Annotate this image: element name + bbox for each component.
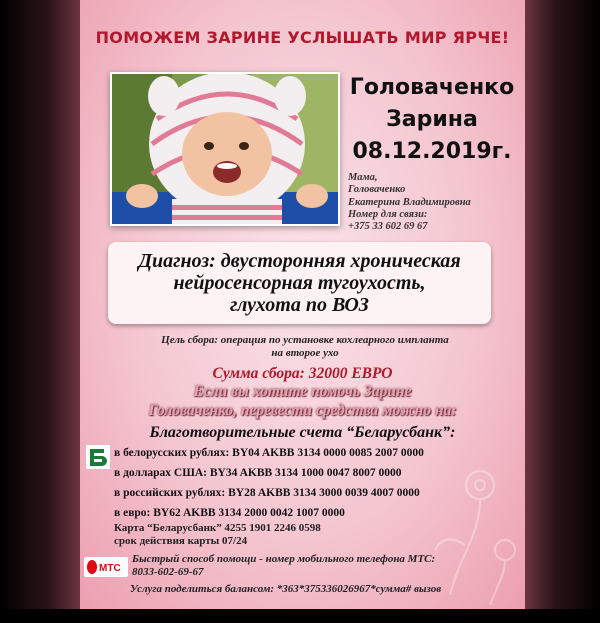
child-surname: Головаченко	[349, 75, 515, 100]
sum-text: Сумма сбора: 32000 ЕВРО	[212, 365, 393, 382]
account-byn: в белорусских рублях: BY04 AKBB 3134 0000 0085 2007 0000	[114, 447, 424, 459]
belarusbank-logo-icon	[86, 445, 110, 469]
child-first-name: Зарина	[386, 107, 478, 132]
child-birth-date: 08.12.2019г.	[352, 139, 512, 164]
left-blur-border	[0, 0, 80, 609]
mother-name: Екатерина Владимировна	[348, 196, 471, 208]
help-line-2: Головаченко, перевести средства можно на:	[148, 402, 457, 419]
right-blur-border	[525, 0, 600, 609]
help-line-1: Если вы хотите помочь Зарине	[193, 383, 412, 400]
contact-label: Номер для связи:	[348, 208, 428, 220]
mts-phone: 8033-602-69-67	[132, 566, 204, 578]
poster	[80, 0, 525, 609]
mother-contact	[348, 172, 471, 233]
mts-balance-share: Услуга поделиться балансом: *363*375336026967*сумма# вызов	[130, 583, 442, 595]
mts-logo-text: МТС	[99, 563, 121, 574]
diagnosis-line-2: нейросенсорная тугоухость,	[173, 272, 426, 294]
account-usd: в долларах США: BY34 AKBB 3134 1000 0047 8007 0000	[114, 467, 402, 479]
diagnosis-line-3: глухота по ВОЗ	[230, 294, 369, 316]
diagnosis-box	[108, 242, 491, 324]
diagnosis-line-1: Диагноз: двусторонняя хроническая	[138, 250, 461, 272]
account-rub: в российских рублях: BY28 AKBB 3134 3000 0039 4007 0000	[114, 487, 420, 499]
mother-surname: Головаченко	[348, 184, 406, 196]
mother-label: Мама,	[348, 172, 378, 183]
goal-line-2: на второе ухо	[271, 347, 339, 359]
charity-accounts-title: Благотворительные счета “Беларусбанк”:	[149, 424, 456, 441]
mts-line-1: Быстрый способ помощи - номер мобильного телефона МТС:	[132, 553, 436, 565]
poster-title: ПОМОЖЕМ ЗАРИНЕ УСЛЫШАТЬ МИР ЯРЧЕ!	[95, 28, 510, 47]
contact-phone: +375 33 602 69 67	[348, 221, 428, 233]
child-photo	[110, 72, 340, 226]
bottom-black-bar	[0, 609, 600, 623]
card-expiry: срок действия карты 07/24	[114, 535, 248, 547]
mts-logo-icon	[84, 557, 128, 577]
account-eur: в евро: BY62 AKBB 3134 2000 0042 1007 0000	[114, 507, 345, 519]
goal-line-1: Цель сбора: операция по установке кохлеарного импланта	[161, 334, 449, 346]
card-number: Карта “Беларусбанк” 4255 1901 2246 0598	[114, 522, 321, 534]
